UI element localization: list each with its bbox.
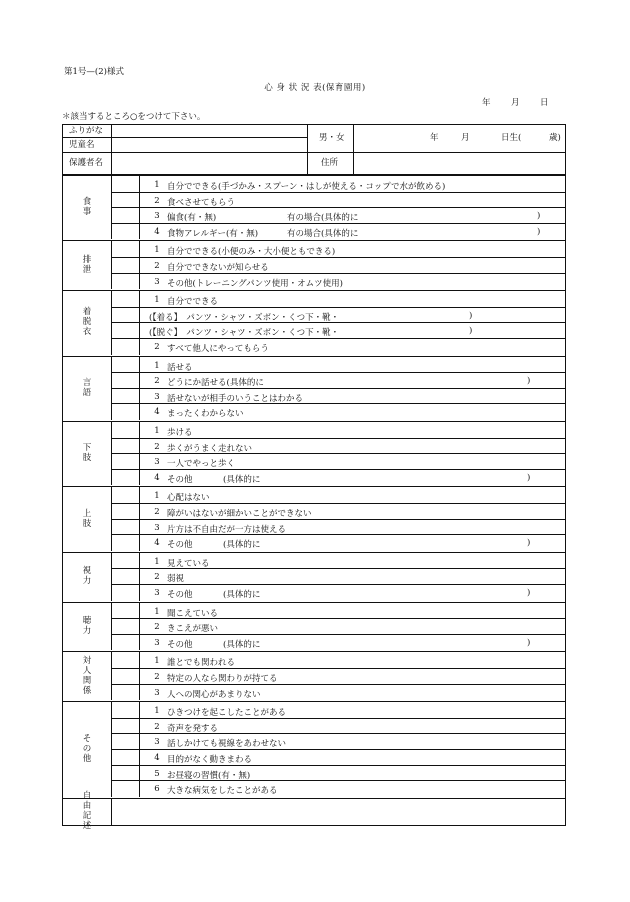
divider [307, 153, 308, 174]
category-label: 排 泄 [82, 254, 92, 275]
divider [111, 372, 565, 373]
item-checkbox[interactable] [112, 685, 138, 699]
item-number: 3 [154, 588, 160, 598]
divider [353, 153, 354, 174]
item-checkbox[interactable] [112, 619, 138, 633]
item-text: 自分でできる(手づかみ・スプーン・はしが使える・コップで水が飲める) [167, 182, 446, 192]
item-text: 見えている [167, 558, 210, 569]
divider [111, 503, 565, 504]
item-text: 特定の人なら関わりが持てる [167, 674, 278, 684]
item-text: その他 [167, 590, 193, 600]
item-checkbox[interactable] [112, 274, 138, 288]
item-checkbox[interactable] [112, 750, 138, 764]
item-text: 自分でできる [167, 297, 219, 308]
item-checkbox[interactable] [112, 604, 138, 618]
item-number: 1 [154, 180, 160, 190]
divider [111, 322, 565, 323]
item-checkbox[interactable] [112, 208, 138, 222]
divider [111, 207, 565, 208]
item-text: 目的がなく動きまわる [167, 755, 253, 765]
item-detail-label: 有の場合(具体的に [287, 213, 359, 224]
item-number: 1 [154, 245, 160, 256]
item-text: 大きな病気をしたことがある [167, 786, 278, 797]
date-year-label: 年 [482, 98, 491, 108]
item-detail-close: ) [469, 310, 473, 321]
item-text: 食物アレルギー(有・無) [167, 228, 259, 239]
item-checkbox[interactable] [112, 339, 138, 353]
form-number: 第1号—(2)様式 [64, 67, 124, 77]
item-text: 自分でできる(小便のみ・大小便ともできる) [167, 247, 336, 258]
item-detail-close: ) [537, 226, 541, 237]
divider [63, 152, 565, 153]
category-label: 上 肢 [82, 508, 92, 529]
divider [111, 273, 565, 274]
item-checkbox[interactable] [112, 358, 138, 372]
divider [111, 780, 565, 781]
item-number: 1 [154, 656, 160, 667]
item-detail-label: 有の場合(具体的に [287, 228, 359, 239]
item-number: 3 [154, 457, 160, 468]
page-title: 心 身 状 況 表(保育園用) [264, 83, 366, 93]
divider [111, 568, 565, 569]
item-checkbox[interactable] [112, 404, 138, 418]
item-text: 話せる [167, 362, 193, 373]
item-checkbox[interactable] [112, 554, 138, 568]
item-number: 3 [154, 391, 160, 402]
item-detail-label: (具体的に [223, 590, 261, 600]
divider [111, 403, 565, 404]
item-number: 2 [154, 572, 160, 583]
divider [139, 552, 140, 601]
item-checkbox[interactable] [112, 585, 138, 599]
item-checkbox[interactable] [112, 193, 138, 207]
item-detail-close: ) [527, 637, 531, 648]
furigana-field[interactable] [115, 126, 305, 136]
item-number: 2 [154, 507, 160, 517]
item-number: 1 [154, 295, 160, 306]
item-text: 人への関心があまりない [167, 689, 261, 700]
item-number: 3 [154, 737, 160, 748]
item-checkbox[interactable] [112, 766, 138, 780]
item-text: 歩くがうまく走れない [167, 443, 253, 454]
birth-year-label: 年 [430, 133, 439, 143]
item-number: 4 [154, 538, 160, 549]
item-text: 自分でできないが知らせる [167, 263, 269, 273]
item-checkbox[interactable] [112, 389, 138, 403]
item-text: 偏食(有・無) [167, 213, 217, 224]
item-number: 2 [154, 721, 160, 732]
item-number: 3 [154, 276, 160, 287]
item-checkbox[interactable] [112, 373, 138, 387]
item-text: きこえが悪い [167, 624, 219, 635]
item-text: その他 [167, 474, 193, 485]
item-detail-close: ) [527, 588, 531, 598]
category-label: 視 力 [82, 566, 92, 587]
item-detail-close: ) [537, 211, 541, 222]
item-number: 4 [154, 226, 160, 237]
divider [111, 733, 565, 734]
category-label: 下 肢 [82, 443, 92, 464]
age-label: 歳) [549, 133, 561, 143]
free-notes-area[interactable] [113, 800, 563, 823]
item-text: 聞こえている [167, 608, 219, 619]
item-text: すべて他人にやってもらう [167, 344, 269, 354]
item-detail-close: ) [527, 472, 531, 483]
item-text: 一人でやっと歩く [167, 459, 236, 470]
child-name-label: 児童名 [69, 140, 95, 150]
item-number: 1 [154, 706, 160, 717]
divider [111, 534, 565, 535]
item-number: 3 [154, 522, 160, 533]
category-label: 言 語 [82, 377, 92, 398]
item-number: 3 [154, 637, 160, 648]
item-checkbox[interactable] [112, 439, 138, 453]
divider [63, 798, 565, 799]
item-text: 話せないが相手のいうことはわかる [167, 393, 304, 404]
address-field[interactable] [357, 155, 562, 172]
item-text: 話しかけても視線をあわせない [167, 739, 287, 750]
date-month-label: 月 [511, 98, 520, 108]
divider [111, 307, 565, 308]
item-text: 片方は不自由だが一方は使える [167, 524, 287, 535]
item-text: 弱視 [167, 574, 185, 585]
divider [111, 634, 565, 635]
item-checkbox[interactable] [112, 177, 138, 191]
category-label: 聴 力 [82, 615, 92, 636]
item-number: 2 [154, 376, 160, 387]
category-label: そ の 他 [82, 733, 92, 764]
item-number: 1 [154, 360, 160, 371]
item-checkbox[interactable] [112, 669, 138, 683]
divider [111, 469, 565, 470]
divider [111, 223, 565, 224]
divider [111, 718, 565, 719]
divider [139, 651, 140, 700]
item-text: その他 [167, 639, 193, 650]
divider [111, 453, 565, 454]
item-checkbox[interactable] [112, 569, 138, 583]
item-checkbox[interactable] [112, 734, 138, 748]
category-label: 着 脱 衣 [82, 307, 92, 338]
item-checkbox[interactable] [112, 504, 138, 518]
item-text: どうにか話せる(具体的に [167, 378, 264, 389]
item-text: 食べさせてもらう [167, 197, 236, 208]
furigana-label: ふりがな [69, 126, 104, 136]
divider [111, 153, 112, 174]
item-text: 歩ける [167, 428, 193, 438]
date-day-label: 日 [540, 98, 549, 108]
divider [111, 388, 565, 389]
item-checkbox[interactable] [112, 454, 138, 468]
divider [111, 798, 112, 825]
birth-month-label: 月 [461, 133, 470, 143]
divider [111, 519, 565, 520]
item-text: ひきつけを起こしたことがある [167, 708, 287, 719]
item-number: 3 [154, 211, 160, 222]
item-number: 6 [154, 784, 160, 795]
item-checkbox[interactable] [112, 470, 138, 484]
category-label: 食 事 [82, 197, 92, 218]
item-detail-label: (具体的に [223, 639, 261, 650]
item-detail-label: (具体的に [223, 540, 261, 551]
item-number: 5 [154, 768, 160, 779]
item-text: まったくわからない [167, 409, 244, 420]
item-checkbox[interactable] [112, 653, 138, 667]
address-label: 住所 [321, 158, 339, 168]
divider [111, 749, 565, 750]
item-number: 1 [154, 491, 160, 502]
guardian-field[interactable] [115, 155, 305, 172]
free-notes-label: 自 由 記 述 [82, 791, 92, 832]
item-checkbox[interactable] [112, 292, 138, 306]
item-text: (【脱ぐ】 パンツ・シャツ・ズボン・くつ下・靴・ [149, 328, 340, 339]
item-checkbox[interactable] [112, 535, 138, 549]
item-number: 2 [154, 622, 160, 633]
item-number: 1 [154, 606, 160, 617]
item-detail-close: ) [469, 326, 473, 337]
item-text: 誰とでも関われる [167, 658, 236, 669]
item-checkbox[interactable] [112, 423, 138, 437]
item-number: 2 [154, 672, 160, 682]
child-name-field[interactable] [115, 139, 305, 151]
item-number: 2 [154, 441, 160, 452]
divider [63, 137, 307, 138]
item-checkbox[interactable] [112, 323, 138, 337]
item-text: お昼寝の習慣(有・無) [167, 770, 251, 781]
divider [139, 602, 140, 651]
item-text: 心配はない [167, 493, 210, 504]
item-checkbox[interactable] [112, 635, 138, 649]
item-number: 2 [154, 342, 160, 352]
item-number: 2 [154, 195, 160, 206]
category-label: 対 人 関 係 [82, 655, 92, 696]
item-checkbox[interactable] [112, 242, 138, 256]
item-text: (【着る】 パンツ・シャツ・ズボン・くつ下・靴・ [149, 312, 340, 323]
item-checkbox[interactable] [112, 703, 138, 717]
item-number: 4 [154, 753, 160, 763]
divider [111, 765, 565, 766]
gender-selector[interactable]: 男・女 [319, 133, 345, 143]
instruction-text: ＊該当するところ○をつけて下さい。 [62, 112, 206, 122]
divider [111, 584, 565, 585]
item-detail-close: ) [527, 538, 531, 549]
item-text: その他 [167, 540, 193, 551]
item-checkbox[interactable] [112, 224, 138, 238]
status-form [62, 124, 566, 832]
divider [111, 192, 565, 193]
item-checkbox[interactable] [112, 308, 138, 322]
guardian-label: 保護者名 [69, 158, 104, 168]
item-checkbox[interactable] [112, 488, 138, 502]
divider [111, 618, 565, 619]
item-text: 障がいはないが細かいことができない [167, 509, 312, 519]
divider [111, 684, 565, 685]
item-text: その他(トレーニングパンツ使用・オムツ使用) [167, 278, 343, 289]
divider [111, 668, 565, 669]
item-checkbox[interactable] [112, 258, 138, 272]
item-text: 奇声を発する [167, 723, 219, 734]
item-number: 4 [154, 407, 160, 418]
item-number: 4 [154, 472, 160, 483]
item-number: 1 [154, 426, 160, 436]
divider [111, 438, 565, 439]
item-checkbox[interactable] [112, 719, 138, 733]
item-detail-label: (具体的に [223, 474, 261, 485]
item-checkbox[interactable] [112, 520, 138, 534]
item-number: 1 [154, 556, 160, 567]
divider [139, 240, 140, 289]
divider [111, 257, 565, 258]
item-number: 2 [154, 261, 160, 271]
divider [111, 338, 565, 339]
birth-day-label: 日生( [501, 133, 522, 143]
item-checkbox[interactable] [112, 781, 138, 795]
item-detail-close: ) [527, 376, 531, 387]
item-number: 3 [154, 687, 160, 698]
